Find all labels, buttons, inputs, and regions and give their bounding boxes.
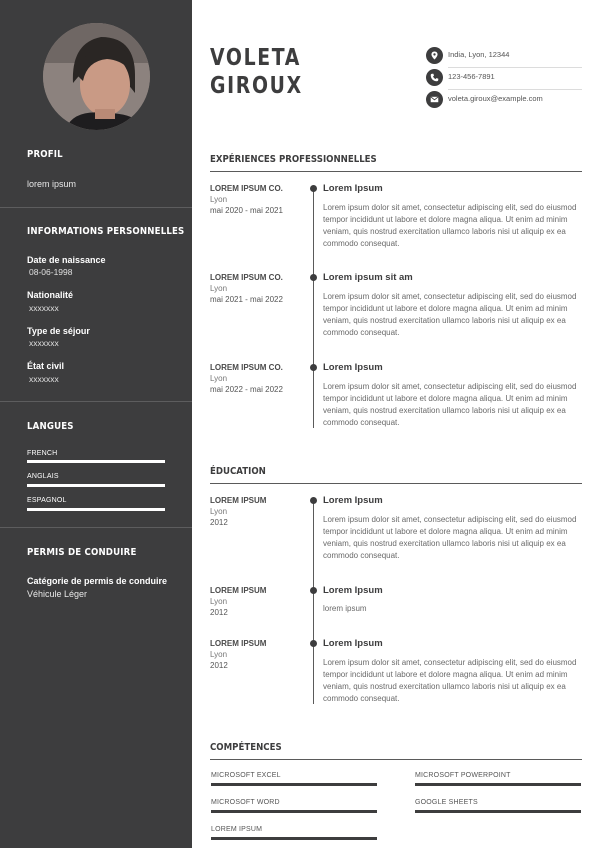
education-school: LOREM IPSUM [210,639,267,648]
skill-name: MICROSOFT WORD [211,799,280,806]
address-text: India, Lyon, 12344 [448,50,510,59]
residence-type-value: xxxxxxx [29,338,59,348]
language-level-bar [27,460,165,463]
timeline-dot [310,185,317,192]
residence-type-label: Type de séjour [27,326,90,336]
marital-status-label: État civil [27,361,65,371]
education-city: Lyon [210,650,228,659]
personal-info-heading: INFORMATIONS PERSONNELLES [27,226,185,237]
marital-status-value: xxxxxxx [29,374,59,384]
sidebar-divider [0,527,192,528]
skill-level-bar [211,783,377,786]
email-text: voleta.giroux@example.com [448,94,543,103]
skill-level-bar [211,810,377,813]
license-category-value: Véhicule Léger [27,589,88,599]
location-pin-icon [426,47,443,64]
experience-description: Lorem ipsum dolor sit amet, consectetur adipiscing elit, sed do eiusmod tempor incididunt ut labore et dolore magna aliqua. Ut enim ad minim veniam, quis nostrud exercitation ullamco laboris nisi ut aliquip ex ea commodo consequat. [323,382,577,427]
phone-icon [426,69,443,86]
timeline-dot [310,274,317,281]
experience-title: Lorem ipsum sit am [323,272,413,283]
skill-name: MICROSOFT POWERPOINT [415,772,511,779]
education-heading: ÉDUCATION [210,466,266,477]
skill-level-bar [415,810,581,813]
language-name: ESPAGNOL [27,497,67,504]
experience-timeline [313,188,314,428]
birthdate-value: 08-06-1998 [29,267,73,277]
experience-rule [210,171,582,172]
license-heading: PERMIS DE CONDUIRE [27,547,137,558]
experience-description: Lorem ipsum dolor sit amet, consectetur adipiscing elit, sed do eiusmod tempor incididunt ut labore et dolore magna aliqua. Ut enim ad minim veniam, quis nostrud exercitation ullamco laboris nisi ut aliquip ex ea commodo consequat. [323,292,577,337]
education-title: Lorem Ipsum [323,585,383,596]
contact-address [426,45,582,67]
experience-company: LOREM IPSUM CO. [210,184,283,193]
profile-text: lorem ipsum [27,179,77,189]
contact-email [426,89,582,111]
languages-heading: LANGUES [27,421,74,432]
education-city: Lyon [210,597,228,606]
skill-level-bar [211,837,377,840]
education-description: Lorem ipsum dolor sit amet, consectetur adipiscing elit, sed do eiusmod tempor incididunt ut labore et dolore magna aliqua. Ut enim ad minim veniam, quis nostrud exercitation ullamco laboris nisi ut aliquip ex ea commodo consequat. [323,515,577,560]
timeline-dot [310,640,317,647]
phone-text: 123-456-7891 [448,72,495,81]
sidebar-divider [0,401,192,402]
profile-photo [43,23,150,130]
skills-heading: COMPÉTENCES [210,742,282,753]
education-year: 2012 [210,608,228,617]
language-name: FRENCH [27,450,58,457]
education-school: LOREM IPSUM [210,586,267,595]
education-year: 2012 [210,661,228,670]
skill-name: LOREM IPSUM [211,826,263,833]
contact-phone [426,67,582,89]
skills-rule [210,759,582,760]
experience-heading: EXPÉRIENCES PROFESSIONNELLES [210,154,377,165]
education-description: lorem ipsum [323,604,367,613]
birthdate-label: Date de naissance [27,255,106,265]
experience-company: LOREM IPSUM CO. [210,363,283,372]
education-description: Lorem ipsum dolor sit amet, consectetur adipiscing elit, sed do eiusmod tempor incididunt ut labore et dolore magna aliqua. Ut enim ad minim veniam, quis nostrud exercitation ullamco laboris nisi ut aliquip ex ea commodo consequat. [323,658,577,703]
nationality-label: Nationalité [27,290,74,300]
education-title: Lorem Ipsum [323,638,383,649]
experience-description: Lorem ipsum dolor sit amet, consectetur adipiscing elit, sed do eiusmod tempor incididunt ut labore et dolore magna aliqua. Ut enim ad minim veniam, quis nostrud exercitation ullamco laboris nisi ut aliquip ex ea commodo consequat. [323,203,577,248]
first-name: VOLETA [210,45,302,71]
timeline-dot [310,497,317,504]
experience-title: Lorem Ipsum [323,362,383,373]
timeline-dot [310,587,317,594]
license-category-label: Catégorie de permis de conduire [27,576,168,586]
last-name: GIROUX [210,73,303,99]
language-level-bar [27,508,165,511]
experience-city: Lyon [210,374,228,383]
language-name: ANGLAIS [27,473,59,480]
nationality-value: xxxxxxx [29,303,59,313]
experience-city: Lyon [210,195,228,204]
skill-name: MICROSOFT EXCEL [211,772,281,779]
education-city: Lyon [210,507,228,516]
sidebar [0,0,192,848]
envelope-icon [426,91,443,108]
profile-heading: PROFIL [27,149,63,160]
experience-dates: mai 2021 - mai 2022 [210,295,283,304]
experience-city: Lyon [210,284,228,293]
timeline-dot [310,364,317,371]
experience-company: LOREM IPSUM CO. [210,273,283,282]
education-rule [210,483,582,484]
education-timeline [313,500,314,704]
education-year: 2012 [210,518,228,527]
experience-dates: mai 2022 - mai 2022 [210,385,283,394]
experience-title: Lorem Ipsum [323,183,383,194]
education-title: Lorem Ipsum [323,495,383,506]
education-school: LOREM IPSUM [210,496,267,505]
sidebar-divider [0,207,192,208]
experience-dates: mai 2020 - mai 2021 [210,206,283,215]
skill-level-bar [415,783,581,786]
skill-name: GOOGLE SHEETS [415,799,478,806]
language-level-bar [27,484,165,487]
